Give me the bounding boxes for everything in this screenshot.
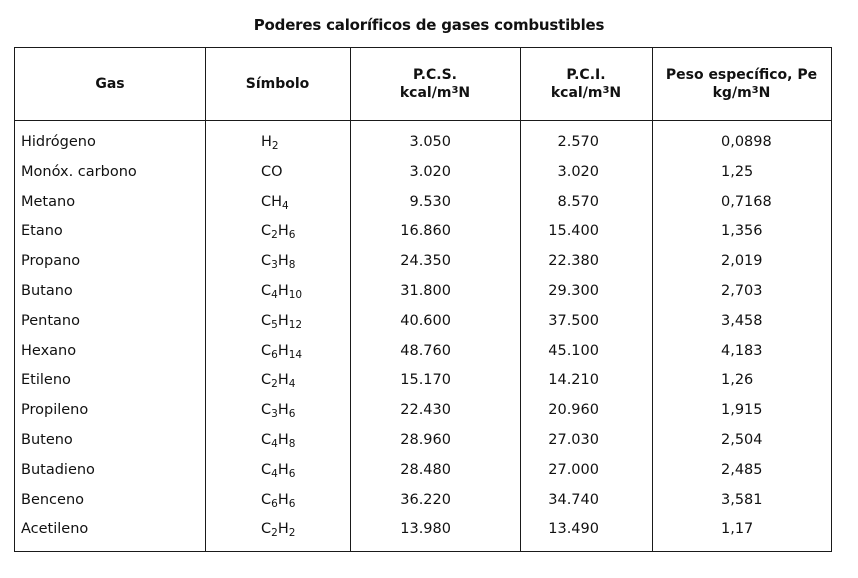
specific-weight-value: 2,703 [721,282,763,299]
table-row [15,337,831,367]
header-divider [15,120,831,121]
table-row [15,158,831,188]
chemical-symbol: $C_4H_6$ [261,461,296,480]
gas-name: Hidrógeno [21,134,96,150]
specific-weight-value: 1,356 [721,223,763,240]
specific-weight-value: 2,504 [721,431,763,448]
chemical-symbol: $C_4H_{10}$ [261,282,303,301]
header-pcs [350,48,520,120]
table-row [15,486,831,516]
chemical-symbol: $C_4H_8$ [261,431,296,450]
table-row [15,128,831,158]
pci-value: 27.030 [548,431,599,448]
chemical-symbol: $C_2H_6$ [261,223,296,242]
table-row [15,396,831,426]
chemical-symbol: $C_2H_4$ [261,372,296,391]
header-unit: kcal/$m^3N$ [399,85,471,101]
chemical-symbol: $CH_4$ [261,193,289,212]
chemical-symbol: $C_3H_6$ [261,402,296,421]
pcs-value: 13.980 [400,521,451,538]
header-label: Símbolo [245,76,310,92]
gas-name: Butadieno [21,461,95,478]
table-row [15,366,831,396]
gas-name: Metano [21,193,76,210]
header-label: Peso específico, Pe [665,67,818,83]
chemical-symbol: CO [261,163,283,180]
table-row [15,188,831,218]
specific-weight-value: 0,0898 [721,134,772,150]
pci-value: 8.570 [557,193,599,210]
pcs-value: 9.530 [409,193,451,210]
table-row [15,515,831,545]
gas-name: Acetileno [21,521,89,538]
chemical-symbol: $H_2$ [261,134,279,152]
pci-value: 3.020 [557,163,599,180]
pcs-value: 36.220 [400,491,451,508]
specific-weight-value: 2,019 [721,253,763,270]
gas-name: Hexano [21,342,77,359]
specific-weight-value: 3,581 [721,491,763,508]
gas-name: Etano [21,223,63,240]
pcs-value: 31.800 [400,282,451,299]
pci-value: 45.100 [548,342,599,359]
pci-value: 37.500 [548,312,599,329]
gas-name: Propileno [21,402,89,419]
gas-name: Butano [21,282,73,299]
specific-weight-value: 3,458 [721,312,763,329]
pcs-value: 48.760 [400,342,451,359]
pci-value: 14.210 [548,372,599,389]
table-body [15,128,831,545]
pcs-value: 24.350 [400,253,451,270]
gas-name: Propano [21,253,81,270]
table-row [15,426,831,456]
header-unit: kcal/$m^3N$ [550,85,622,101]
header-specific-weight [652,48,831,120]
pcs-value: 3.050 [409,134,451,150]
specific-weight-value: 1,17 [721,521,754,538]
pci-value: 15.400 [548,223,599,240]
table-row [15,456,831,486]
table-row [15,247,831,277]
chemical-symbol: $C_2H_2$ [261,521,296,540]
header-label: P.C.S. [412,67,457,83]
pcs-value: 3.020 [409,163,451,180]
header-gas [15,48,205,120]
gas-name: Monóx. carbono [21,163,137,180]
gas-name: Etileno [21,372,71,389]
specific-weight-value: 1,25 [721,163,754,180]
header-pci [520,48,652,120]
gas-heating-values-table [14,47,832,552]
pci-value: 27.000 [548,461,599,478]
specific-weight-value: 1,26 [721,372,754,389]
gas-name: Pentano [21,312,80,329]
pcs-value: 16.860 [400,223,451,240]
header-label: P.C.I. [566,67,606,83]
pci-value: 2.570 [557,134,599,150]
specific-weight-value: 0,7168 [721,193,772,210]
specific-weight-value: 4,183 [721,342,763,359]
header-label: Gas [95,76,125,92]
pcs-value: 22.430 [400,402,451,419]
pcs-value: 40.600 [400,312,451,329]
table-row [15,307,831,337]
table-title: Poderes caloríficos de gases combustibles [253,16,605,34]
pci-value: 20.960 [548,402,599,419]
table-row [15,217,831,247]
gas-name: Buteno [21,431,73,448]
table-row [15,277,831,307]
chemical-symbol: $C_5H_{12}$ [261,312,303,331]
pcs-value: 28.480 [400,461,451,478]
header-symbol [205,48,350,120]
chemical-symbol: $C_6H_{14}$ [261,342,303,361]
pcs-value: 28.960 [400,431,451,448]
pci-value: 34.740 [548,491,599,508]
pcs-value: 15.170 [400,372,451,389]
pci-value: 13.490 [548,521,599,538]
specific-weight-value: 1,915 [721,402,763,419]
header-unit: $kg/m^3N$ [712,85,771,101]
specific-weight-value: 2,485 [721,461,763,478]
gas-name: Benceno [21,491,85,508]
pci-value: 22.380 [548,253,599,270]
chemical-symbol: $C_6H_6$ [261,491,296,510]
pci-value: 29.300 [548,282,599,299]
chemical-symbol: $C_3H_8$ [261,253,296,272]
